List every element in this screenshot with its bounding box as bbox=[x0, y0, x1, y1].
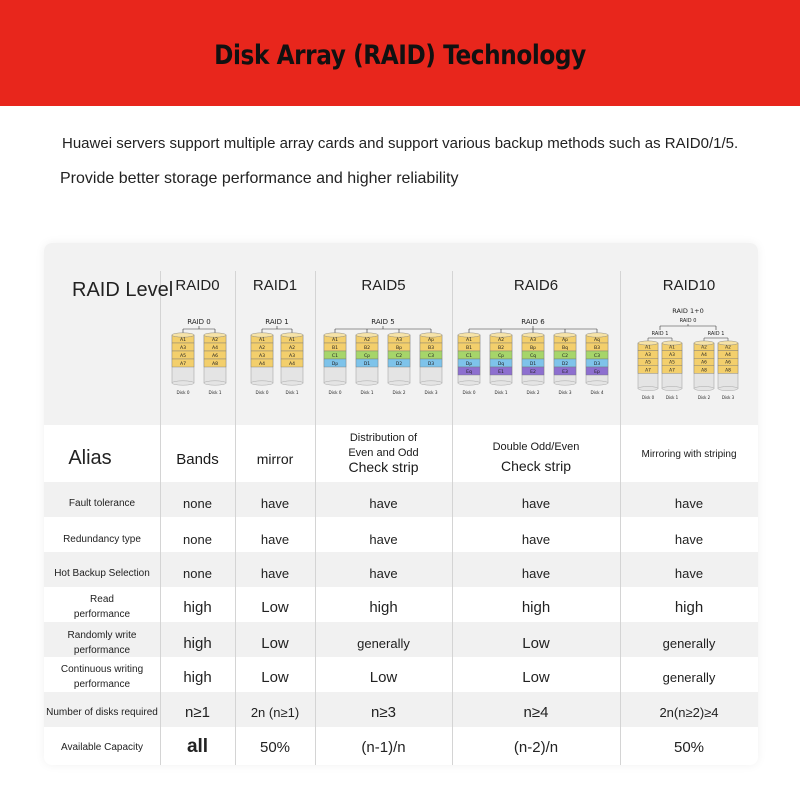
row-label bbox=[44, 731, 160, 763]
disk-label: Disk 0 bbox=[255, 390, 269, 395]
raid5-alias-line3: Check strip bbox=[348, 459, 419, 475]
disk-label: Disk 0 bbox=[176, 390, 190, 395]
disk-block-label: E3 bbox=[562, 369, 568, 375]
disk-block-label: D1 bbox=[529, 361, 537, 367]
diagram-title: RAID 1+0 bbox=[672, 307, 704, 315]
disk-label: Disk 2 bbox=[392, 390, 406, 395]
disk-block-label: C3 bbox=[593, 353, 601, 359]
disk-bottom bbox=[586, 381, 608, 385]
disk-block-label: A2 bbox=[497, 337, 505, 343]
disk-top bbox=[554, 333, 576, 337]
disk-block-label: Cp bbox=[497, 353, 505, 359]
disk-block-label: A1 bbox=[288, 337, 296, 343]
raid5-alias-line1: Distribution of bbox=[349, 432, 418, 444]
raid6-alias-line2: Check strip bbox=[500, 458, 572, 474]
disk-label: Disk 2 bbox=[697, 395, 711, 401]
row-label-text: Number of disks required bbox=[46, 706, 158, 718]
table-cell: high bbox=[183, 598, 212, 616]
table-cell: Low bbox=[522, 668, 550, 686]
disk-top bbox=[458, 333, 480, 337]
disk-top bbox=[694, 341, 714, 345]
table-cell: have bbox=[674, 565, 704, 581]
disk-block-label: E2 bbox=[530, 369, 536, 375]
disk-block-label: D3 bbox=[427, 361, 435, 367]
table-cell: high bbox=[674, 598, 704, 616]
disk-bottom bbox=[490, 381, 512, 385]
disk-block-label: A5 bbox=[179, 353, 187, 359]
disk-block-label: C1 bbox=[465, 353, 473, 359]
raid5-title: RAID5 bbox=[361, 276, 406, 294]
disk-top bbox=[522, 333, 544, 337]
table-cell: n≥3 bbox=[371, 703, 396, 721]
table-cell: high bbox=[521, 598, 551, 616]
raid0-title: RAID0 bbox=[175, 276, 220, 294]
disk-top bbox=[388, 333, 410, 337]
disk-block-label: Dp bbox=[465, 361, 473, 367]
disk-block-label: A5 bbox=[669, 360, 675, 366]
disk-bottom bbox=[554, 381, 576, 385]
disk-block-label: C2 bbox=[395, 353, 403, 359]
disk-bottom bbox=[172, 381, 194, 385]
disk-block-label: A2 bbox=[363, 337, 371, 343]
raid1-title: RAID1 bbox=[252, 276, 298, 294]
table-cell: generally bbox=[662, 669, 716, 685]
table-cell: have bbox=[521, 565, 551, 581]
row-label-text: Available Capacity bbox=[60, 741, 144, 753]
diagram-title: RAID 6 bbox=[521, 318, 545, 326]
disk-block-label: Aq bbox=[594, 337, 600, 343]
disk-block-label: Cp bbox=[363, 353, 371, 359]
disk-block-label: A7 bbox=[645, 368, 651, 374]
disk-block-label: A8 bbox=[701, 368, 707, 374]
disk-block-label: A8 bbox=[725, 368, 731, 374]
disk-label: Disk 1 bbox=[360, 390, 374, 395]
intro-line-2: Provide better storage performance and higher reliability bbox=[60, 170, 459, 187]
diagram-subtitle: RAID 0 bbox=[679, 318, 697, 324]
disk-top bbox=[251, 333, 273, 337]
table-cell: have bbox=[260, 565, 290, 581]
row-label-line2: performance bbox=[73, 679, 131, 690]
disk-block-label: E1 bbox=[498, 369, 504, 375]
table-cell: have bbox=[674, 495, 704, 511]
table-cell: all bbox=[186, 736, 209, 757]
disk-label: Disk 1 bbox=[665, 395, 679, 401]
row-label bbox=[44, 557, 160, 589]
disk-block-label: Ep bbox=[594, 369, 600, 375]
disk-bottom bbox=[694, 387, 714, 391]
disk-block-label: A3 bbox=[258, 353, 266, 359]
disk-block-label: C2 bbox=[561, 353, 569, 359]
row-label-text: Hot Backup Selection bbox=[54, 567, 150, 579]
title-banner bbox=[0, 0, 800, 106]
raid6-alias-line1: Double Odd/Even bbox=[492, 441, 580, 453]
disk-block-label: A1 bbox=[331, 337, 339, 343]
disk-label: Disk 0 bbox=[328, 390, 342, 395]
disk-label: Disk 3 bbox=[721, 395, 735, 401]
disk-block-label: A2 bbox=[258, 345, 266, 351]
table-cell: 2n(n≥2)≥4 bbox=[659, 704, 719, 720]
disk-block-label: Bq bbox=[561, 345, 569, 351]
disk-bottom bbox=[281, 381, 303, 385]
disk-block-label: A2 bbox=[211, 337, 219, 343]
disk-block-label: C1 bbox=[331, 353, 339, 359]
row-label-line2: performance bbox=[73, 609, 131, 620]
disk-top bbox=[420, 333, 442, 337]
row-label-line1: Continuous writing bbox=[60, 664, 144, 675]
row-label bbox=[44, 627, 160, 659]
disk-block-label: Dq bbox=[497, 361, 505, 367]
raid5-diagram bbox=[320, 315, 448, 411]
raid0-diagram bbox=[166, 315, 230, 411]
disk-label: Disk 1 bbox=[208, 390, 222, 395]
table-cell: n≥1 bbox=[185, 703, 210, 721]
sub-array-title: RAID 1 bbox=[707, 331, 725, 337]
disk-block-label: A1 bbox=[179, 337, 187, 343]
table-cell: have bbox=[521, 495, 551, 511]
disk-block-label: A2 bbox=[288, 345, 296, 351]
table-cell: Low bbox=[261, 634, 289, 652]
table-cell: 50% bbox=[259, 738, 291, 756]
raid10-title: RAID10 bbox=[662, 276, 716, 294]
disk-block-label: Bp bbox=[395, 345, 403, 351]
table-cell: (n-2)/n bbox=[513, 738, 559, 756]
disk-block-label: A4 bbox=[258, 361, 266, 367]
disk-block-label: A3 bbox=[288, 353, 296, 359]
disk-label: Disk 3 bbox=[558, 390, 572, 395]
disk-label: Disk 1 bbox=[285, 390, 299, 395]
table-cell: Low bbox=[261, 598, 289, 616]
disk-block-label: Eq bbox=[466, 369, 472, 375]
table-cell: none bbox=[183, 495, 212, 511]
disk-block-label: A8 bbox=[211, 361, 219, 367]
table-cell: high bbox=[183, 668, 212, 686]
disk-block-label: A1 bbox=[669, 345, 675, 351]
disk-block-label: A7 bbox=[179, 361, 187, 367]
disk-label: Disk 2 bbox=[526, 390, 540, 395]
disk-block-label: A1 bbox=[645, 345, 651, 351]
table-cell: have bbox=[674, 531, 704, 547]
table-cell: have bbox=[521, 531, 551, 547]
raid10-alias: Mirroring with striping bbox=[641, 448, 737, 460]
disk-block-label: A4 bbox=[288, 361, 296, 367]
disk-block-label: B2 bbox=[497, 345, 505, 351]
disk-top bbox=[638, 341, 658, 345]
disk-block-label: A3 bbox=[395, 337, 403, 343]
disk-block-label: Ap bbox=[561, 337, 569, 343]
raid6-diagram bbox=[456, 315, 616, 411]
table-cell: have bbox=[369, 531, 398, 547]
disk-top bbox=[718, 341, 738, 345]
disk-top bbox=[204, 333, 226, 337]
disk-label: Disk 0 bbox=[462, 390, 476, 395]
table-cell: have bbox=[369, 495, 398, 511]
disk-block-label: A2 bbox=[725, 345, 731, 351]
table-cell: have bbox=[260, 531, 290, 547]
table-cell: 50% bbox=[673, 738, 705, 756]
table-cell: none bbox=[183, 565, 212, 581]
disk-label: Disk 0 bbox=[641, 395, 655, 401]
disk-block-label: A2 bbox=[701, 345, 707, 351]
disk-block-label: B1 bbox=[331, 345, 339, 351]
diagram-title: RAID 1 bbox=[265, 318, 289, 326]
disk-bottom bbox=[324, 381, 346, 385]
table-cell: n≥4 bbox=[523, 703, 549, 721]
disk-bottom bbox=[356, 381, 378, 385]
disk-block-label: A7 bbox=[669, 368, 675, 374]
disk-bottom bbox=[718, 387, 738, 391]
raid-comparison-table bbox=[44, 243, 758, 765]
disk-block-label: D2 bbox=[395, 361, 403, 367]
disk-block-label: A3 bbox=[529, 337, 537, 343]
disk-block-label: B3 bbox=[593, 345, 601, 351]
table-cell: Low bbox=[522, 634, 550, 652]
disk-block-label: Cq bbox=[529, 353, 537, 359]
disk-block-label: A6 bbox=[211, 353, 219, 359]
table-cell: high bbox=[183, 634, 212, 652]
disk-block-label: A3 bbox=[645, 353, 651, 359]
disk-block-label: A3 bbox=[179, 345, 187, 351]
table-cell: high bbox=[369, 598, 398, 616]
disk-block-label: A6 bbox=[701, 360, 707, 366]
disk-bottom bbox=[204, 381, 226, 385]
table-cell: (n-1)/n bbox=[361, 738, 406, 756]
disk-block-label: Dp bbox=[331, 361, 339, 367]
raid-level-label: RAID Level bbox=[72, 278, 174, 301]
diagram-title: RAID 5 bbox=[371, 318, 395, 326]
disk-label: Disk 4 bbox=[590, 390, 604, 395]
intro-line-1: Huawei servers support multiple array cards and support various backup methods such as RAID0/1/5. bbox=[62, 135, 739, 152]
disk-block-label: C3 bbox=[427, 353, 435, 359]
row-label bbox=[44, 696, 160, 728]
raid5-alias-line2: Even and Odd bbox=[348, 447, 419, 459]
disk-top bbox=[586, 333, 608, 337]
disk-bottom bbox=[458, 381, 480, 385]
table-cell: Low bbox=[369, 668, 398, 686]
table-cell: generally bbox=[357, 635, 410, 651]
disk-top bbox=[172, 333, 194, 337]
disk-block-label: D2 bbox=[561, 361, 569, 367]
disk-block-label: A4 bbox=[701, 353, 707, 359]
alias-label: Alias bbox=[68, 446, 112, 469]
row-label bbox=[44, 523, 160, 555]
table-cell: none bbox=[183, 531, 212, 547]
disk-block-label: A6 bbox=[725, 360, 731, 366]
disk-block-label: Bp bbox=[529, 345, 537, 351]
diagram-title: RAID 0 bbox=[187, 318, 211, 326]
disk-block-label: B1 bbox=[465, 345, 473, 351]
disk-block-label: B3 bbox=[427, 345, 435, 351]
disk-bottom bbox=[420, 381, 442, 385]
disk-bottom bbox=[522, 381, 544, 385]
disk-bottom bbox=[662, 387, 682, 391]
disk-top bbox=[662, 341, 682, 345]
disk-bottom bbox=[638, 387, 658, 391]
disk-bottom bbox=[388, 381, 410, 385]
raid6-title: RAID6 bbox=[513, 276, 559, 294]
disk-block-label: D3 bbox=[593, 361, 601, 367]
disk-block-label: A1 bbox=[258, 337, 266, 343]
row-label bbox=[44, 661, 160, 693]
table-cell: have bbox=[369, 565, 398, 581]
disk-block-label: A4 bbox=[211, 345, 219, 351]
row-label bbox=[44, 487, 160, 519]
disk-top bbox=[356, 333, 378, 337]
raid0-alias: Bands bbox=[176, 450, 219, 468]
disk-top bbox=[324, 333, 346, 337]
page-title: Disk Array (RAID) Technology bbox=[214, 40, 586, 71]
disk-block-label: D1 bbox=[363, 361, 371, 367]
disk-block-label: A4 bbox=[725, 353, 731, 359]
raid10-diagram bbox=[632, 305, 744, 411]
disk-label: Disk 1 bbox=[494, 390, 508, 395]
table-cell: 2n (n≥1) bbox=[250, 704, 300, 720]
table-cell: Low bbox=[261, 668, 289, 686]
row-label-text: Fault tolerance bbox=[68, 497, 136, 509]
row-label-text: Randomly write performance bbox=[67, 630, 137, 656]
disk-top bbox=[490, 333, 512, 337]
disk-block-label: B2 bbox=[363, 345, 371, 351]
sub-array-title: RAID 1 bbox=[651, 331, 669, 337]
raid1-alias: mirror bbox=[256, 451, 294, 467]
table-cell: have bbox=[260, 495, 290, 511]
row-label bbox=[44, 591, 160, 623]
disk-block-label: A1 bbox=[465, 337, 473, 343]
disk-block-label: A5 bbox=[645, 360, 651, 366]
disk-block-label: A3 bbox=[669, 353, 675, 359]
disk-top bbox=[281, 333, 303, 337]
row-label-line1: Read bbox=[90, 594, 114, 605]
disk-block-label: Ap bbox=[427, 337, 435, 343]
row-label-text: Redundancy type bbox=[63, 533, 141, 545]
disk-label: Disk 3 bbox=[424, 390, 438, 395]
raid1-diagram bbox=[244, 315, 308, 411]
table-cell: generally bbox=[662, 635, 716, 651]
disk-bottom bbox=[251, 381, 273, 385]
